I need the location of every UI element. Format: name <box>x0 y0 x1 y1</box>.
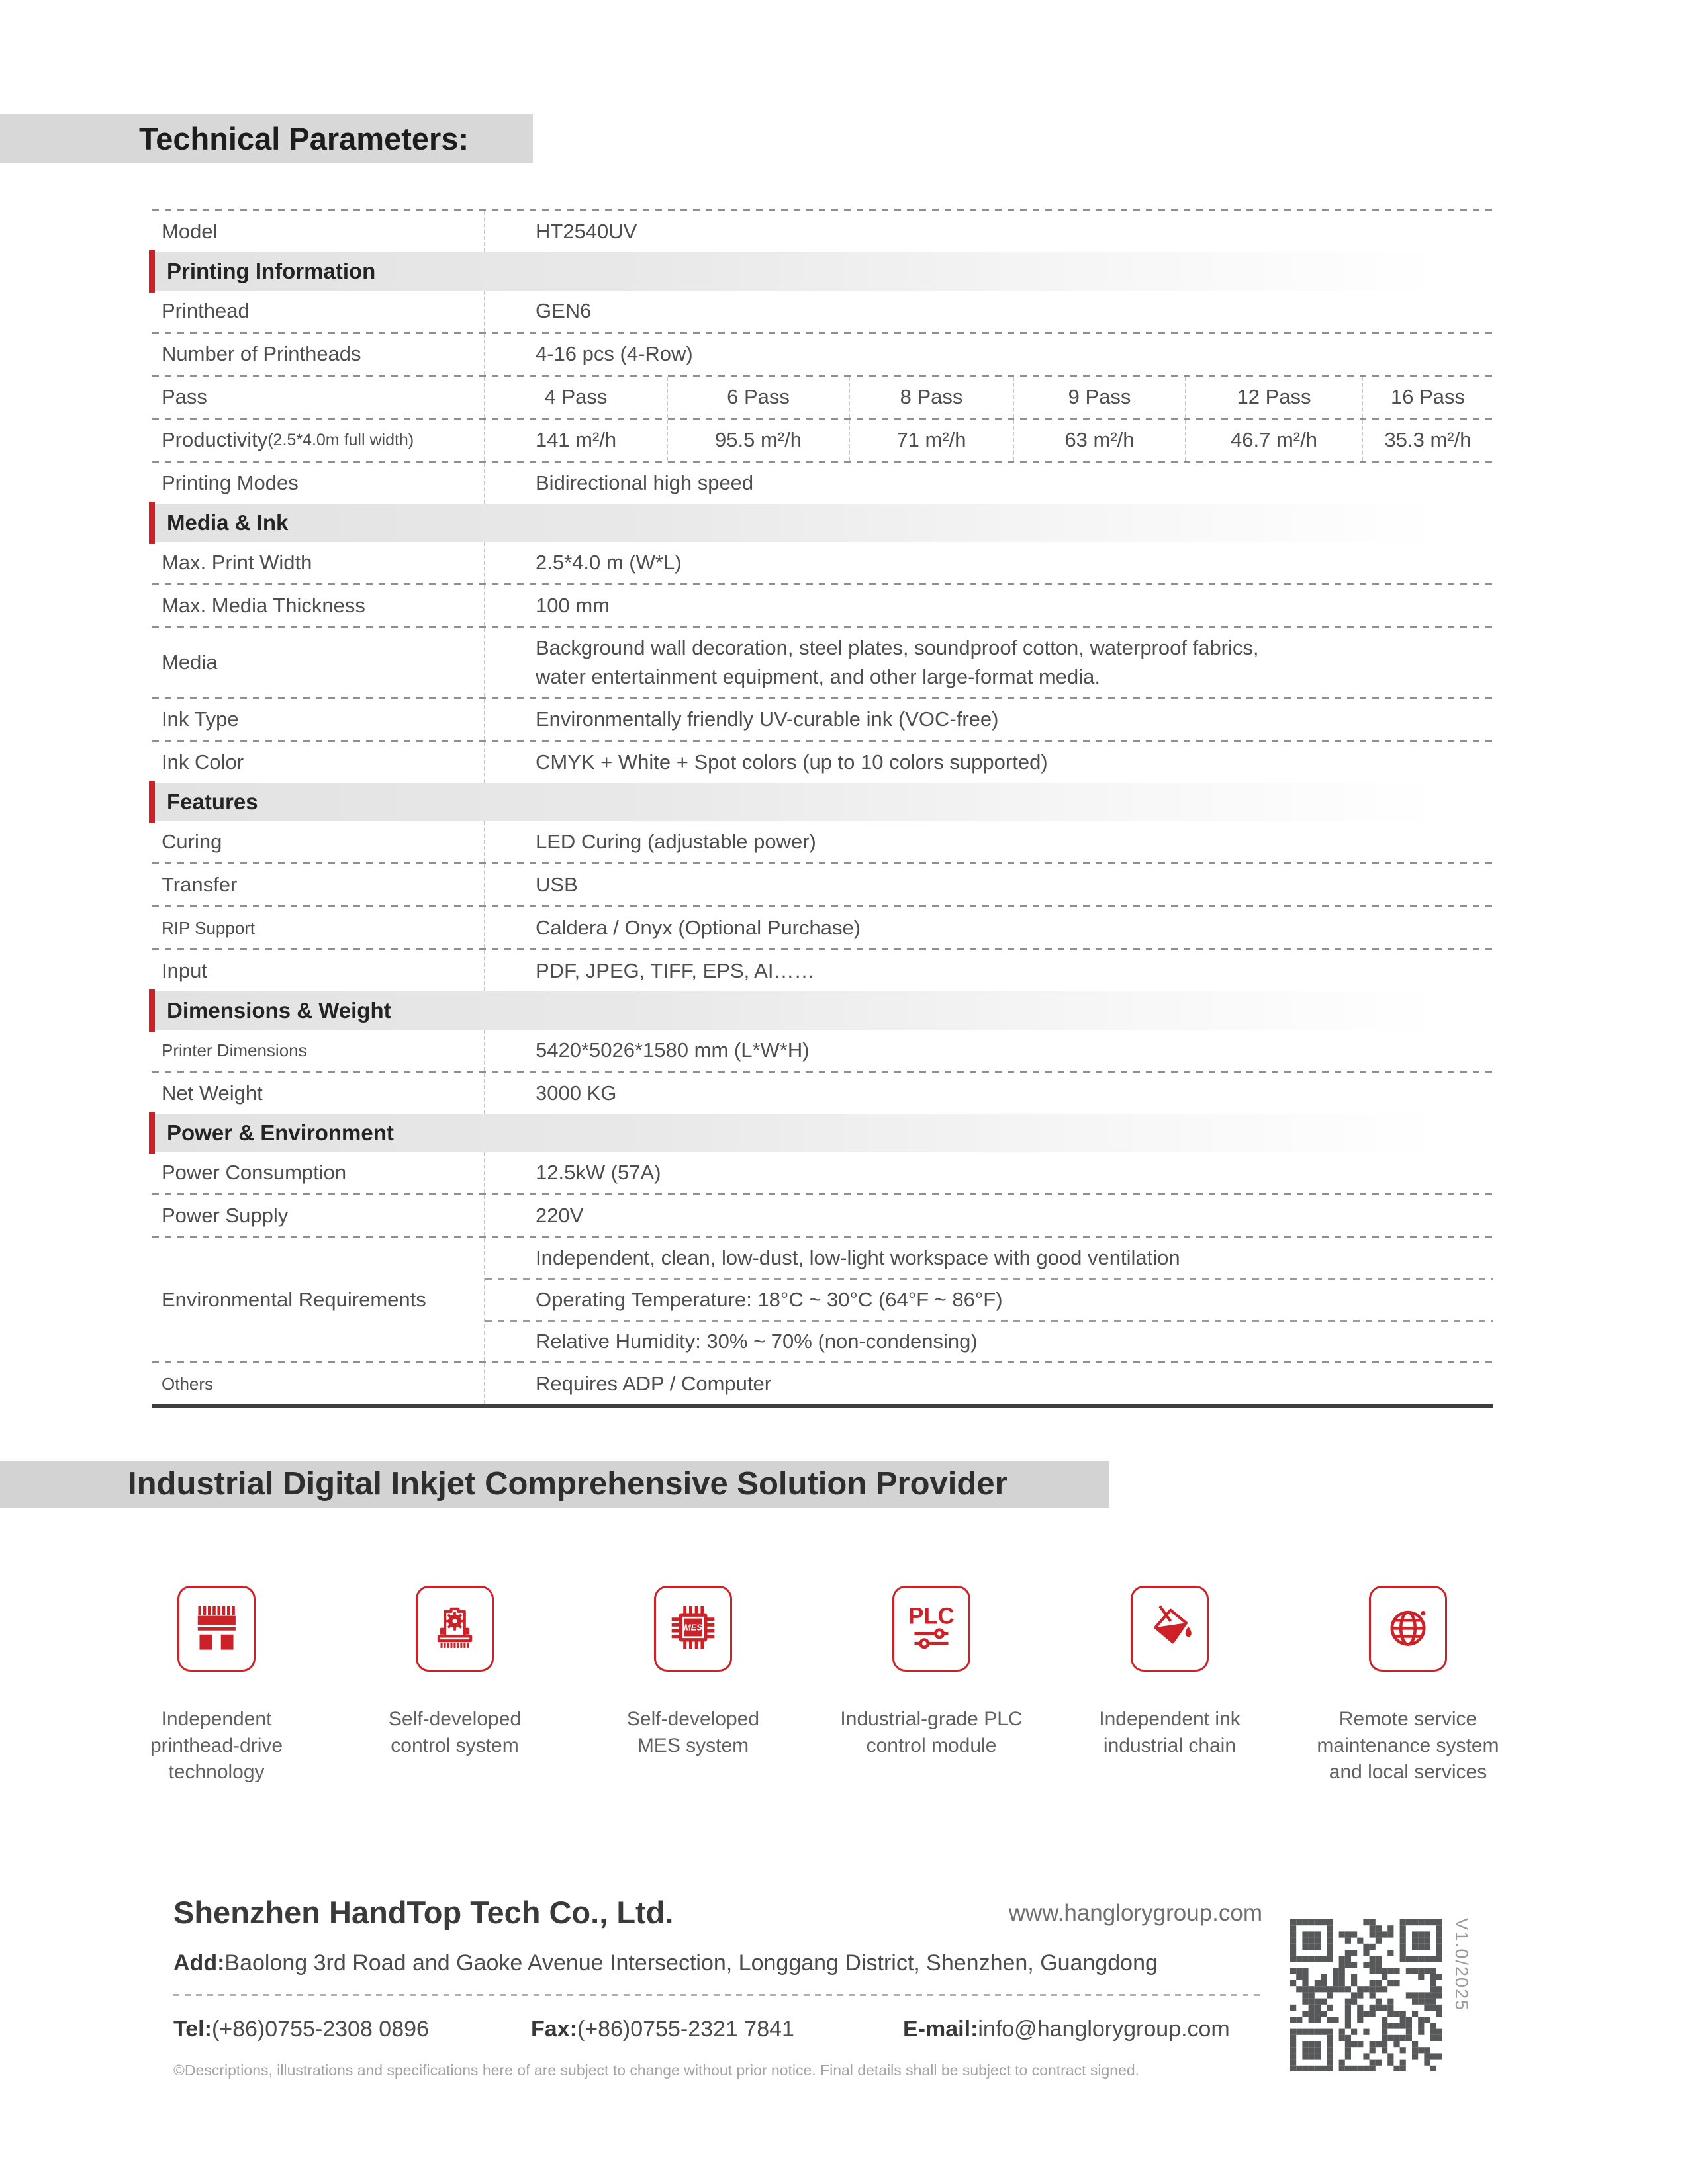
table-cell: 46.7 m²/h <box>1185 420 1362 461</box>
row-value <box>484 1363 1493 1404</box>
printhead-icon <box>188 1599 245 1659</box>
company-address <box>173 1950 1262 1976</box>
row-label: Model <box>162 220 218 243</box>
table-row-ink-type <box>152 699 1493 740</box>
row-label: Media <box>162 651 218 674</box>
section-header-media-ink <box>152 504 1493 542</box>
table-cell: 95.5 m²/h <box>667 420 849 461</box>
row-label: Environmental Requirements <box>162 1288 426 1311</box>
row-value <box>484 291 1493 332</box>
table-row-media <box>152 628 1493 697</box>
table-row-model <box>152 211 1493 252</box>
tel-label: Tel: <box>173 2017 212 2042</box>
table-row-curing <box>152 821 1493 862</box>
row-label: RIP Support <box>162 917 256 938</box>
row-value-line: HT2540UV <box>536 220 637 243</box>
row-value <box>484 542 1493 583</box>
fax <box>531 2017 903 2042</box>
solution-item-label: Self-developed control system <box>388 1708 522 1756</box>
row-label: Number of Printheads <box>162 342 361 365</box>
table-cell: 63 m²/h <box>1013 420 1185 461</box>
table-row-power-consumption <box>152 1152 1493 1193</box>
row-value <box>484 864 1493 905</box>
row-value-line: 3000 KG <box>536 1081 617 1105</box>
row-label-suffix: (2.5*4.0m full width) <box>267 430 414 449</box>
table-row-environmental-requirements <box>152 1238 1493 1361</box>
section-accent-bar <box>149 989 155 1032</box>
section-accent-bar <box>149 781 155 823</box>
table-row-productivity <box>152 420 1493 461</box>
qr-code <box>1290 1919 1442 2071</box>
ink-bucket-icon-card <box>1131 1586 1209 1672</box>
table-cell: 12 Pass <box>1185 377 1362 418</box>
row-value <box>484 950 1493 991</box>
row-label: Input <box>162 959 207 982</box>
row-value-line: 2.5*4.0 m (W*L) <box>536 551 682 574</box>
row-value <box>484 1152 1493 1193</box>
email-label: E-mail: <box>903 2017 978 2042</box>
footer-company-row <box>173 1894 1262 1931</box>
solution-item-label: Self-developed MES system <box>626 1708 760 1756</box>
table-cell: 35.3 m²/h <box>1362 420 1493 461</box>
mes-chip-icon <box>665 1599 722 1659</box>
solution-item-self-developed-control-system <box>336 1586 574 1786</box>
section-title: Features <box>167 790 258 814</box>
solution-item-independent-ink-industrial-chain <box>1051 1586 1289 1786</box>
fax-value: (+86)0755-2321 7841 <box>577 2017 794 2042</box>
table-row-rip-support <box>152 907 1493 948</box>
svg-text:PLC: PLC <box>908 1603 955 1629</box>
row-label: Power Supply <box>162 1204 289 1227</box>
sub-row-value: Independent, clean, low-dust, low-light workspace with good ventilation <box>536 1246 1180 1269</box>
row-label: Pass <box>162 385 207 408</box>
mes-chip-icon-card <box>654 1586 732 1672</box>
row-value <box>484 742 1493 783</box>
globe-icon-card <box>1369 1586 1447 1672</box>
table-row-max-print-width <box>152 542 1493 583</box>
footer <box>173 1894 1262 2079</box>
tel-value: (+86)0755-2308 0896 <box>211 2017 429 2042</box>
solutions-icon-row <box>97 1586 1527 1786</box>
section-title: Media & Ink <box>167 510 289 535</box>
table-row-input <box>152 950 1493 991</box>
disclaimer: ©Descriptions, illustrations and specifications here of are subject to change without prior notice. Final details shall be subject to contract signed. <box>173 2062 1140 2079</box>
section-accent-bar <box>149 250 155 293</box>
solutions-banner <box>0 1461 1109 1508</box>
control-system-icon <box>426 1599 483 1659</box>
row-value <box>484 211 1493 252</box>
row-value-line: water entertainment equipment, and other large-format media. <box>536 665 1100 688</box>
row-label: Productivity (2.5*4.0m full width) <box>162 428 414 451</box>
row-value-line: 5420*5026*1580 mm (L*W*H) <box>536 1038 810 1062</box>
solution-item-industrial-grade-plc-control-module <box>812 1586 1051 1786</box>
table-cell: 6 Pass <box>667 377 849 418</box>
row-value <box>484 907 1493 948</box>
page-title: Technical Parameters: <box>139 121 469 156</box>
row-label: Curing <box>162 830 222 853</box>
footer-contacts-row <box>173 2017 1262 2042</box>
plc-icon <box>903 1599 960 1659</box>
row-label: Max. Print Width <box>162 551 312 574</box>
row-label: Printing Modes <box>162 471 299 494</box>
table-row-printhead <box>152 291 1493 332</box>
row-value <box>484 821 1493 862</box>
table-row-printer-dimensions <box>152 1030 1493 1071</box>
row-label: Ink Type <box>162 707 239 731</box>
sub-row-value: Operating Temperature: 18°C ~ 30°C (64°F ~ 86°F) <box>536 1288 1003 1311</box>
solution-item-label: Independent printhead-drive technology <box>150 1708 283 1783</box>
table-row-max-media-thickness <box>152 585 1493 626</box>
row-value-line: PDF, JPEG, TIFF, EPS, AI…… <box>536 959 815 982</box>
row-label: Printhead <box>162 299 250 322</box>
solution-item-label: Independent ink industrial chain <box>1099 1708 1241 1756</box>
version-label: V1.0/2025 <box>1452 1918 1472 2012</box>
row-value <box>484 334 1493 375</box>
row-value <box>484 463 1493 504</box>
ink-bucket-icon <box>1141 1599 1198 1659</box>
solution-item-self-developed-mes-system <box>574 1586 812 1786</box>
section-title: Printing Information <box>167 259 376 283</box>
row-value-line: Environmentally friendly UV-curable ink (VOC-free) <box>536 707 999 731</box>
table-row-others <box>152 1363 1493 1404</box>
plc-icon-card <box>892 1586 970 1672</box>
email <box>903 2017 1262 2042</box>
footer-divider <box>173 1994 1262 1996</box>
row-value-stack <box>484 1238 1493 1361</box>
svg-text:MES: MES <box>684 1622 702 1633</box>
section-header-power-environment <box>152 1114 1493 1152</box>
solution-item-remote-service-maintenance-system-and-local-services <box>1289 1586 1527 1786</box>
solution-item-label: Remote service maintenance system and local services <box>1317 1708 1499 1783</box>
row-value-line: USB <box>536 873 578 896</box>
table-row-number-of-printheads <box>152 334 1493 375</box>
table-row-transfer <box>152 864 1493 905</box>
section-header-dimensions-weight <box>152 991 1493 1030</box>
row-label: Ink Color <box>162 751 244 774</box>
row-value-line: LED Curing (adjustable power) <box>536 830 816 853</box>
row-value-line: 220V <box>536 1204 584 1227</box>
spec-table <box>152 209 1493 1408</box>
row-value <box>484 1195 1493 1236</box>
section-title: Dimensions & Weight <box>167 998 391 1023</box>
section-accent-bar <box>149 1112 155 1154</box>
table-row-net-weight <box>152 1073 1493 1114</box>
company-name: Shenzhen HandTop Tech Co., Ltd. <box>173 1895 674 1930</box>
sub-row-value: Relative Humidity: 30% ~ 70% (non-condensing) <box>536 1330 978 1353</box>
table-cell: 141 m²/h <box>484 420 667 461</box>
row-value-line: CMYK + White + Spot colors (up to 10 colors supported) <box>536 751 1048 774</box>
row-value <box>484 1073 1493 1114</box>
address-value: Baolong 3rd Road and Gaoke Avenue Intersection, Longgang District, Shenzhen, Guangdong <box>224 1950 1158 1976</box>
table-row-pass <box>152 377 1493 418</box>
table-cell: 9 Pass <box>1013 377 1185 418</box>
row-value <box>484 628 1493 697</box>
control-system-icon-card <box>416 1586 494 1672</box>
table-row-printing-modes <box>152 463 1493 504</box>
section-accent-bar <box>149 502 155 544</box>
solution-item-independent-printhead-drive-technology <box>97 1586 336 1786</box>
row-label: Max. Media Thickness <box>162 594 365 617</box>
row-value-line: Bidirectional high speed <box>536 471 754 494</box>
fax-label: Fax: <box>531 2017 577 2042</box>
section-title: Power & Environment <box>167 1120 394 1145</box>
email-value: info@hanglorygroup.com <box>978 2017 1230 2042</box>
solutions-banner-title: Industrial Digital Inkjet Comprehensive Solution Provider <box>128 1466 1008 1502</box>
row-value-line: Requires ADP / Computer <box>536 1372 772 1395</box>
row-label: Net Weight <box>162 1081 263 1105</box>
table-cell: 8 Pass <box>849 377 1013 418</box>
row-value-line: 100 mm <box>536 594 610 617</box>
row-value <box>484 1030 1493 1071</box>
section-header-printing-information <box>152 252 1493 291</box>
row-value <box>484 699 1493 740</box>
address-label: Add: <box>173 1950 225 1976</box>
telephone <box>173 2017 531 2042</box>
row-value-line: 4-16 pcs (4-Row) <box>536 342 693 365</box>
printhead-icon-card <box>177 1586 256 1672</box>
row-value-line: 12.5kW (57A) <box>536 1161 661 1184</box>
table-cell: 4 Pass <box>484 377 667 418</box>
title-banner <box>0 114 533 163</box>
table-bottom-rule <box>152 1404 1493 1408</box>
table-row-power-supply <box>152 1195 1493 1236</box>
row-label: Others <box>162 1373 214 1394</box>
row-value-line: Background wall decoration, steel plates, soundproof cotton, waterproof fabrics, <box>536 636 1259 659</box>
row-value-line: GEN6 <box>536 299 592 322</box>
globe-icon <box>1380 1599 1436 1659</box>
table-cell: 16 Pass <box>1362 377 1493 418</box>
row-value <box>484 585 1493 626</box>
solution-item-label: Industrial-grade PLC control module <box>840 1708 1023 1756</box>
row-value-line: Caldera / Onyx (Optional Purchase) <box>536 916 861 939</box>
section-header-features <box>152 783 1493 821</box>
row-label: Power Consumption <box>162 1161 347 1184</box>
table-cell: 71 m²/h <box>849 420 1013 461</box>
company-website: www.hanglorygroup.com <box>1008 1900 1262 1926</box>
row-label: Transfer <box>162 873 238 896</box>
row-label: Printer Dimensions <box>162 1040 307 1060</box>
table-row-ink-color <box>152 742 1493 783</box>
